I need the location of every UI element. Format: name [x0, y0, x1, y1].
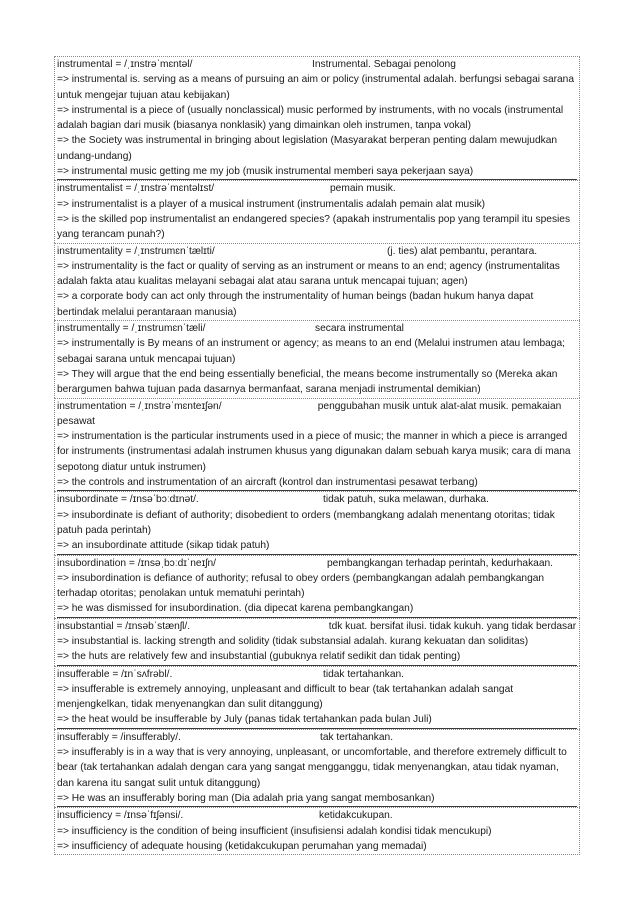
dictionary-page: [54, 56, 580, 855]
entry-instrumentation: [54, 398, 580, 492]
headword: instrumentalist = /ˌɪnstrəˈmɛntəlɪst/: [57, 183, 215, 195]
example-line: => the huts are relatively few and insubstantial (gubuknya relatif sedikit dan tidak penting): [57, 649, 577, 665]
meaning: tidak tertahankan.: [323, 668, 404, 680]
example-line: => He was an insufferably boring man (Dia adalah pria yang sangat membosankan): [57, 791, 577, 807]
meaning: tidak patuh, suka melawan, durhaka.: [323, 494, 489, 506]
meaning: tdk kuat. bersifat ilusi. tidak kukuh. yang tidak berdasar: [328, 620, 577, 632]
entry-head: [57, 181, 577, 196]
meaning: tak tertahankan.: [320, 731, 394, 743]
example-line: => is the skilled pop instrumentalist an endangered species? (apakah instrumentalis pop yang terampil itu spesies yang terancam punah?): [57, 213, 571, 241]
entry-head: [57, 730, 577, 745]
meaning: secara instrumental: [315, 323, 404, 335]
headword: instrumentality = /ˌɪnstrumɛnˈtælɪti/: [57, 245, 215, 257]
headword: insufficiency = /ɪnsəˈfɪʃənsi/.: [57, 810, 184, 822]
example-line: => insufficiency is the condition of being insufficient (insufisiensi adalah kondisi tidak mencukupi): [57, 825, 492, 837]
meaning: (j. ties) alat pembantu, perantara.: [387, 245, 538, 257]
entry-head: [57, 667, 577, 682]
example-line: => he was dismissed for insubordination. (dia dipecat karena pembangkangan): [57, 601, 577, 617]
example-line: => insubordination is defiance of authority; refusal to obey orders (pembangkangan adalah pembangkangan terhadap otoritas; penolakan untuk mematuhi perintah): [57, 572, 545, 600]
example-line: => the Society was instrumental in bringing about legislation (Masyarakat berperan penting dalam mewujudkan undang-undang): [57, 135, 558, 162]
meaning: penggubahan musik untuk alat-alat musik. pemakaian pesawat: [57, 400, 562, 427]
example-line: => instrumental is a piece of (usually nonclassical) music performed by instruments, with no vocals (instrumental adalah bagian dari musik (biasanya nonklasik) yang dimainkan oleh instrumen, tanpa vokal): [57, 104, 564, 132]
example-line: => insubstantial is. lacking strength and solidity (tidak substansial adalah. kurang kekuatan dan soliditas): [57, 635, 529, 647]
entry-head: [57, 492, 577, 507]
example-line: => a corporate body can act only through the instrumentality of human beings (badan hukum hanya dapat bertindak melalui perantaraan manusia): [57, 291, 534, 318]
example-line: => insubordinate is defiant of authority; disobedient to orders (membangkang adalah menentang otoritas; tidak patuh pada perintah): [57, 509, 555, 536]
headword: instrumentally = /ˌɪnstrumɛnˈtæli/: [57, 323, 206, 335]
entry-insubordination: [54, 555, 580, 618]
entry-insubordinate: [54, 491, 580, 554]
headword: insubstantial = /ɪnsəbˈstænʃl/.: [57, 620, 191, 632]
example-line: => the heat would be insufferable by July (panas tidak tertahankan pada bulan Juli): [57, 712, 577, 728]
entry-instrumentally: [54, 320, 580, 397]
example-line: => They will argue that the end being essentially beneficial, the means become instrumentally so (Mereka akan berargumen bahwa tujuan pada dasarnya bermanfaat, sarana menjadi instrumental demikian): [57, 368, 558, 396]
entry-instrumental: [54, 56, 580, 180]
example-line: => instrumental music getting me my job (musik instrumental memberi saya pekerjaan saya): [57, 164, 577, 180]
entry-head: [57, 399, 577, 430]
meaning: pemain musik.: [330, 183, 396, 195]
entry-insubstantial: [54, 618, 580, 666]
entry-insufferably: [54, 729, 580, 807]
entry-head: [57, 57, 577, 72]
entry-head: [57, 556, 577, 571]
headword: insufferably = /insufferably/.: [57, 731, 181, 743]
example-line: => an insubordinate attitude (sikap tidak patuh): [57, 538, 577, 554]
entry-instrumentalist: [54, 180, 580, 242]
headword: insubordination = /ɪnsəˌbɔːdɪˈneɪʃn/: [57, 557, 216, 569]
entry-head: [57, 808, 577, 823]
entry-insufficiency: [54, 807, 580, 855]
example-line: => insufferable is extremely annoying, unpleasant and difficult to bear (tak tertahankan adalah sangat menjengkelkan, tidak menyenangkan dan sulit ditanggung): [57, 683, 514, 711]
headword: instrumental = /ˌɪnstrəˈmɛntəl/: [57, 59, 193, 70]
headword: insubordinate = /ɪnsəˈbɔːdɪnət/.: [57, 494, 199, 506]
example-line: => instrumental is. serving as a means of pursuing an aim or policy (instrumental adalah. berfungsi sebagai sarana untuk mengejar tujuan atau kebijakan): [57, 74, 575, 101]
example-line: => insufficiency of adequate housing (ketidakcukupan perumahan yang memadai): [57, 840, 427, 852]
meaning: Instrumental. Sebagai penolong: [312, 59, 456, 70]
meaning: ketidakcukupan.: [319, 810, 393, 822]
example-line: => instrumentation is the particular instruments used in a piece of music; the manner in which a piece is arranged for instruments (instrumentasi adalah instrumen khusus yang digunakan dalam sebuah karya musik; cara di mana sepotong diatur untuk instrumen): [57, 431, 571, 473]
entry-instrumentality: [54, 243, 580, 320]
headword: insufferable = /ɪnˈsʌfrəbl/.: [57, 668, 173, 680]
entry-insufferable: [54, 666, 580, 729]
example-line: => insufferably is in a way that is very annoying, unpleasant, or uncomfortable, and therefore extremely difficult to bear (tak tertahankan adalah dengan cara yang sangat mengganggu, tidak menyenangkan, atau tidak nyaman, dan karena itu sangat sulit untuk ditanggung): [57, 747, 567, 789]
example-line: => instrumentally is By means of an instrument or agency; as means to an end (Melalui instrumen atau lembaga; sebagai sarana untuk mencapai tujuan): [57, 338, 565, 365]
example-line: => instrumentalist is a player of a musical instrument (instrumentalis adalah pemain alat musik): [57, 198, 486, 210]
entry-head: [57, 244, 577, 259]
headword: instrumentation = /ˌɪnstrəˈmɛnteɪʃən/: [57, 400, 222, 412]
entry-head: [57, 619, 577, 634]
meaning: pembangkangan terhadap perintah, kedurhakaan.: [327, 557, 553, 569]
entry-head: [57, 321, 577, 336]
example-line: => the controls and instrumentation of an aircraft (kontrol dan instrumentasi pesawat terbang): [57, 475, 577, 491]
example-line: => instrumentality is the fact or quality of serving as an instrument or means to an end; agency (instrumentalitas adalah fakta atau kualitas melayani sebagai alat atau sarana untuk mencapai tujuan; agen): [57, 260, 560, 288]
